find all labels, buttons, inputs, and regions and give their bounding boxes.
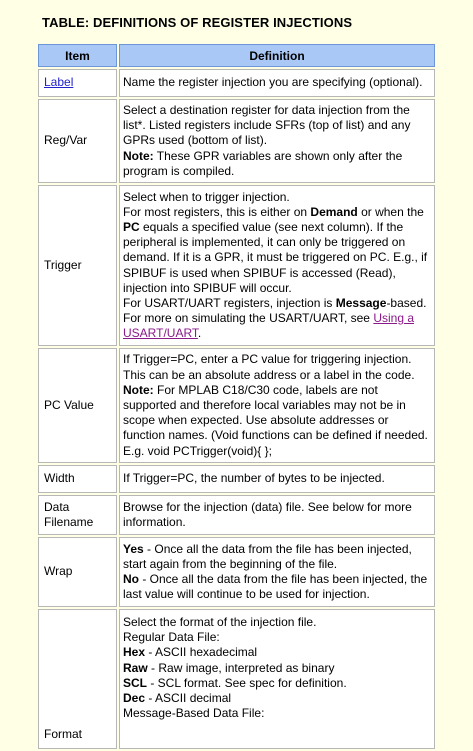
definition-cell-regvar (119, 99, 435, 183)
trigger-usart-text: For USART/UART registers, injection is (123, 295, 336, 310)
trigger-message: Message (335, 295, 387, 310)
trigger-line-1: Select when to trigger injection. (123, 189, 290, 204)
format-dec-label: Dec (123, 691, 146, 706)
regvar-note-label: Note: (123, 148, 154, 163)
trigger-text-c: or when the (357, 204, 424, 219)
trigger-text-a: For most registers, this is either on (123, 204, 311, 219)
definition-cell-wrap (119, 537, 435, 607)
table-row-pcvalue (38, 348, 435, 463)
wrap-yes-text: - Once all the data from the file has been injected, start again from the beginning of the file. (123, 541, 412, 571)
header-row (38, 44, 435, 67)
format-line-3: Message-Based Data File: (123, 706, 265, 721)
column-header-definition: Definition (119, 44, 435, 67)
format-line-2: Regular Data File: (123, 630, 220, 645)
pcvalue-text: If Trigger=PC, enter a PC value for triggering injection. This can be an absolute address or a label in the code. (123, 352, 415, 382)
format-raw-text: - Raw image, interpreted as binary (147, 660, 335, 675)
format-scl-label: SCL (123, 675, 147, 690)
format-raw-label: Raw (123, 660, 148, 675)
column-header-item: Item (38, 44, 117, 67)
item-cell-regvar: Reg/Var (38, 99, 117, 183)
table-row-regvar (38, 99, 435, 183)
definition-cell-label: Name the register injection you are specifying (optional). (119, 69, 435, 97)
format-hex-label: Hex (123, 645, 146, 660)
item-cell-format (38, 609, 117, 749)
format-item-label: Format (44, 726, 83, 741)
trigger-usart-more: -based. For more on simulating the USART/UART, see (123, 295, 427, 326)
definition-cell-datafile: Browse for the injection (data) file. See below for more information. (119, 495, 435, 535)
trigger-period: . (197, 326, 202, 341)
format-line-1: Select the format of the injection file. (123, 615, 317, 630)
pcvalue-note-text: For MPLAB C18/C30 code, labels are not supported and therefore local variables may not be in scope when expected. Use absolute addresses or function names. (Void functions can be defined if needed. E.g. void PCTrigger(void){ }; (123, 382, 428, 458)
wrap-no-label: No (123, 572, 139, 587)
item-cell-trigger: Trigger (38, 185, 117, 346)
trigger-pc: PC (123, 219, 140, 234)
trigger-text-e: equals a specified value (see next column). If the peripheral is implemented, it can only be triggered on demand. If it is a GPR, it must be triggered on PC. E.g., if SPIBUF is used when SPIBUF is accessed (Read), injection into SPIBUF will occur. (123, 219, 428, 295)
regvar-text: Select a destination register for data injection from the list*. Listed registers include SFRs (top of list) and any GPRs used (bottom of list). (123, 103, 411, 148)
format-hex-text: - ASCII hexadecimal (145, 645, 258, 660)
wrap-no-text: - Once all the data from the file has been injected, the last value will continue to be used for injection. (123, 572, 428, 602)
trigger-demand: Demand (310, 204, 358, 219)
using-usart-link[interactable]: Using a USART/UART (123, 311, 415, 341)
format-scl-text: - SCL format. See spec for definition. (147, 675, 347, 690)
item-cell-datafile: Data Filename (38, 495, 117, 535)
definition-cell-format (119, 609, 435, 749)
table-row-format (38, 609, 435, 749)
regvar-note-text: These GPR variables are shown only after the program is compiled. (123, 148, 403, 178)
table-title: TABLE: DEFINITIONS OF REGISTER INJECTIONS (42, 15, 353, 30)
table-row-datafile (38, 495, 435, 535)
table-row-label (38, 69, 435, 97)
pcvalue-note-label: Note: (123, 382, 154, 397)
definitions-table (36, 42, 437, 751)
label-link[interactable]: Label (44, 75, 74, 90)
table-row-wrap (38, 537, 435, 607)
item-cell-wrap: Wrap (38, 537, 117, 607)
item-cell-pcvalue: PC Value (38, 348, 117, 463)
item-cell-width: Width (38, 465, 117, 493)
item-cell-label (38, 69, 117, 97)
table-row-width (38, 465, 435, 493)
definition-cell-trigger (119, 185, 435, 346)
format-dec-text: - ASCII decimal (145, 691, 232, 706)
definition-cell-width: If Trigger=PC, the number of bytes to be injected. (119, 465, 435, 493)
wrap-yes-label: Yes (123, 541, 144, 556)
definition-cell-pcvalue (119, 348, 435, 463)
table-row-trigger (38, 185, 435, 346)
